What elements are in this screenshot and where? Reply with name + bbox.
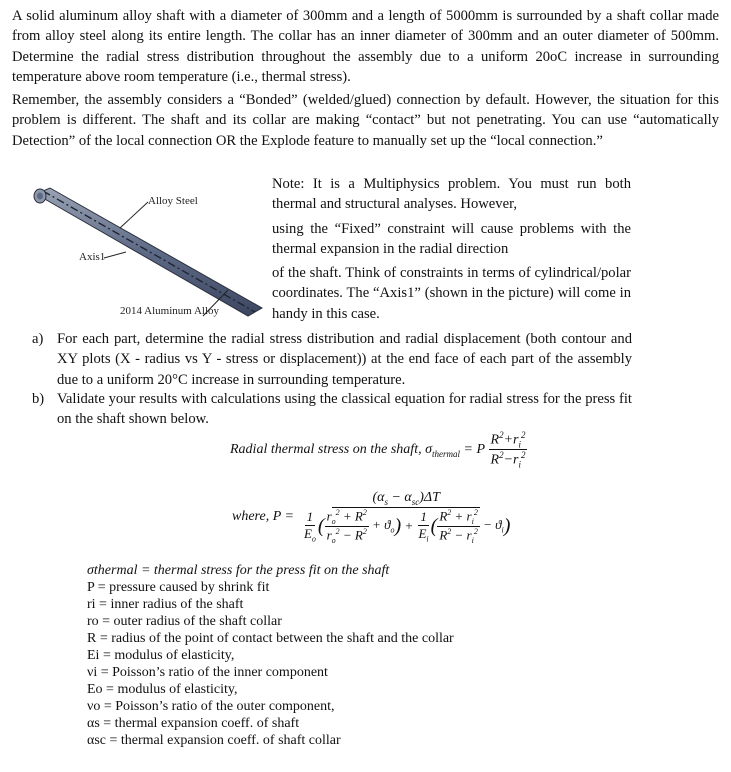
definition-item: Eo = modulus of elasticity, — [87, 682, 238, 697]
where-p-label: where, P = — [232, 509, 294, 525]
task-a-label: a) — [32, 331, 44, 347]
problem-statement: A solid aluminum alloy shaft with a diameter of 300mm and a length of 5000mm is surrounded by a shaft collar made from alloy steel along its entire length. The collar has an inner diameter of 300mm and an outer diameter of 500mm. Determine the radial stress distribution throughout the assembly due to a uniform 20oC increase in surrounding temperature above room temperature (i.e., thermal stress). — [12, 8, 719, 85]
steel-leader-line — [120, 202, 148, 228]
radius-ratio-fraction: $\frac{R^2+r_i^2}{R^2-r_i^2}$ — [490, 430, 526, 470]
note-line-1: Note: It is a Multiphysics problem. You must run both thermal and structural analyses. However, — [272, 176, 631, 213]
axis-label: Axis1 — [79, 251, 106, 263]
definition-item: P = pressure caused by shrink fit — [87, 580, 270, 595]
axis-leader-line — [104, 252, 126, 258]
definition-item: αsc = thermal expansion coeff. of shaft collar — [87, 733, 341, 748]
definition-item: αs = thermal expansion coeff. of shaft — [87, 716, 300, 731]
symbol-definitions — [87, 562, 454, 749]
task-b-label: b) — [32, 391, 45, 407]
alloy-steel-label: Alloy Steel — [148, 195, 198, 207]
connection-note: Remember, the assembly considers a “Bonded” (welded/glued) connection by default. However, the situation for this problem is different. The shaft and its collar are making “contact” but not penetrating. You can use “automatically Detection” of the local connection OR the Explode feature to manually set up the “local connection.” — [12, 92, 719, 149]
task-b-text: Validate your results with calculations using the classical equation for radial stress for the press fit on the shaft shown below. — [57, 391, 632, 428]
definition-item: ro = outer radius of the shaft collar — [87, 614, 282, 629]
task-a-text: For each part, determine the radial stress distribution and radial displacement (both contour and XY plots (X - radius vs Y - stress or displacement)) at the end face of each part of the assembly due to a uniform 20°C increase in surrounding temperature. — [57, 331, 632, 388]
pressure-fraction: $(\alpha_s - \alpha_{sc})\Delta T$ $\frac{1}{E_o}$ ( $\frac{r_o^2 + R^2}{r_o^2 - R^2}$ + $ϑ_o$ ) + $\frac{1}{E_i}$ ( $\frac{R^2 + r_i^2}{R^2 - r_i^2}$ − $ϑ_i$ ) — [303, 490, 511, 545]
note-line-2: using the “Fixed” constraint will cause problems with the thermal expansion in the radial direction — [272, 221, 631, 258]
note-line-3: of the shaft. Think of constraints in terms of cylindrical/polar coordinates. The “Axis1” (shown in the picture) will come in handy in this case. — [272, 265, 631, 322]
task-b — [32, 389, 632, 430]
definition-item: Ei = modulus of elasticity, — [87, 648, 235, 663]
definition-item: νi = Poisson’s ratio of the inner component — [87, 665, 328, 680]
definition-item: νo = Poisson’s ratio of the outer component, — [87, 699, 335, 714]
pressure-equation — [232, 490, 512, 545]
definition-item: ri = inner radius of the shaft — [87, 597, 244, 612]
aluminum-label: 2014 Aluminum Alloy — [120, 305, 220, 317]
radial-stress-label: Radial thermal stress on the shaft, — [230, 442, 422, 458]
definition-item: R = radius of the point of contact between the shaft and the collar — [87, 631, 454, 646]
definition-item: σthermal = thermal stress for the press fit on the shaft — [87, 563, 390, 578]
sigma-thermal-symbol: $\sigma_{thermal} = P$ — [425, 442, 485, 459]
shaft-body — [36, 188, 262, 316]
radial-stress-equation — [230, 430, 527, 470]
task-a — [32, 329, 632, 390]
